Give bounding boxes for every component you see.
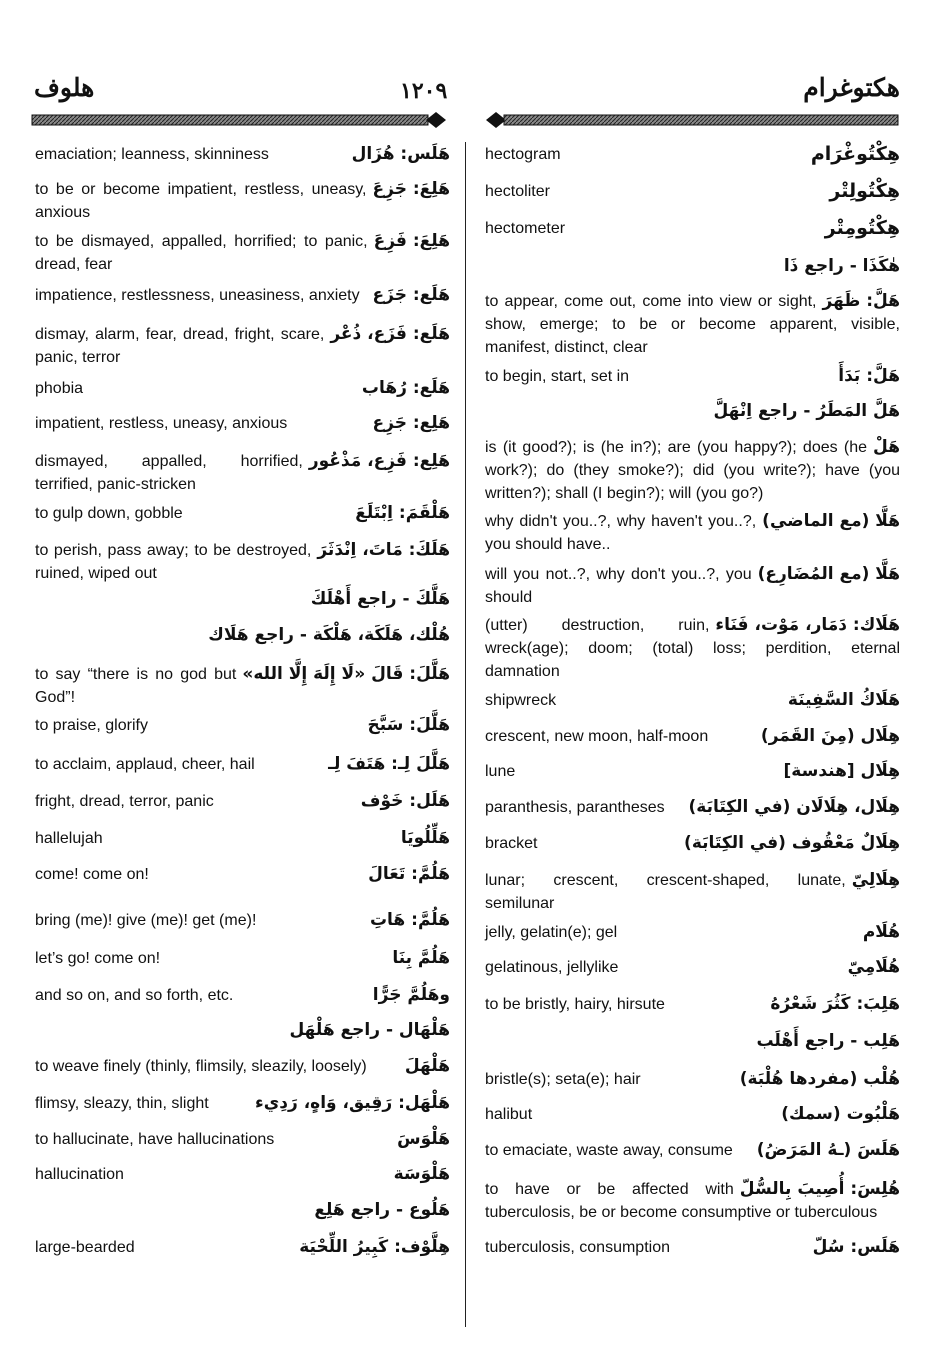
arabic-headword: هَلَل: خَوْف: [360, 791, 450, 811]
english-definition: let’s go! come on!: [35, 950, 161, 967]
dictionary-entry: [485, 1178, 900, 1224]
arabic-headword: هَلَسَ (ـهُ المَرَضُ): [756, 1140, 900, 1160]
english-definition: halibut: [485, 1106, 533, 1123]
arabic-headword: هِلَالٌ مَعْقُوف (في الكِتَابَة): [684, 833, 900, 853]
arabic-headword: هَلِعَ: فَزِعَ: [373, 231, 450, 251]
arabic-headword: هَلْهَلَ: [404, 1056, 450, 1076]
arabic-headword: هَلُمَّ بِنَا: [392, 948, 450, 968]
arabic-headword: هَلَّلَ لِـ: هَتَفَ لِـ: [328, 754, 450, 774]
dictionary-entry: [35, 863, 450, 886]
english-definition: crescent, new moon, half-moon: [485, 728, 709, 745]
english-definition: dismayed, appalled, horrified, terrified, panic-stricken: [35, 453, 303, 493]
arabic-headword: هُلَام: [862, 922, 900, 942]
arabic-headword: هَلِع: جَزِع: [372, 413, 450, 433]
english-definition: to say “there is no god but God”!: [35, 666, 237, 706]
dictionary-entry: [35, 663, 450, 709]
cross-reference: هَلُوع - راجع هَلِع: [314, 1200, 450, 1220]
english-definition: will you not..?, why don't you..?, you should: [485, 566, 752, 606]
english-definition: lunar; crescent, crescent-shaped, lunate, semilunar: [485, 872, 846, 912]
column-divider: [465, 142, 466, 1327]
dictionary-entry: [35, 230, 450, 276]
arabic-headword: هِلَال (مِنَ القَمَر): [760, 726, 900, 746]
dictionary-entry: [35, 1236, 450, 1259]
arabic-headword: هَلَّ: ظَهَرَ: [822, 291, 900, 311]
dictionary-entry: [35, 178, 450, 224]
arabic-headword: هَلْبُوت (سمك): [781, 1104, 900, 1124]
arabic-headword: هَلَس: هُزَال: [351, 144, 450, 164]
dictionary-entry: [485, 400, 900, 423]
english-definition: hectometer: [485, 220, 566, 237]
english-definition: to acclaim, applaud, cheer, hail: [35, 756, 255, 773]
arabic-headword: هِكْتُوغْرَام: [810, 143, 900, 165]
dictionary-entry: [485, 869, 900, 915]
english-definition: tuberculosis, consumption: [485, 1239, 670, 1256]
english-definition: to emaciate, waste away, consume: [485, 1142, 733, 1159]
arabic-headword: هَلَّلَ: سَبَّحَ: [367, 715, 450, 735]
dictionary-entry: [485, 993, 900, 1016]
english-definition: to weave finely (thinly, flimsily, sleazily, loosely): [35, 1058, 367, 1075]
dictionary-entry: [35, 1199, 450, 1222]
cross-reference: هٰكَذَا - راجع ذَا: [783, 256, 900, 276]
english-definition: hallucination: [35, 1166, 124, 1183]
dictionary-entry: [485, 956, 900, 979]
dictionary-entry: [485, 614, 900, 683]
arabic-headword: هَلْقَمَ: اِبْتَلَعَ: [355, 503, 450, 523]
dictionary-entry: [35, 1019, 450, 1042]
cross-reference: هَلْهَال - راجع هَلْهَل: [289, 1020, 450, 1040]
english-definition: come! come on!: [35, 866, 149, 883]
dictionary-entry: [485, 1236, 900, 1259]
dictionary-entry: [35, 143, 450, 166]
dictionary-entry: [485, 796, 900, 819]
dictionary-entry: [35, 1128, 450, 1151]
dictionary-entry: [485, 255, 900, 278]
dictionary-entry: [35, 984, 450, 1007]
english-definition: (utter) destruction, ruin, wreck(age); doom; (total) loss; perdition, eternal damnation: [485, 617, 900, 680]
dictionary-entry: [485, 180, 900, 203]
dictionary-entry: [35, 502, 450, 525]
arabic-headword: هِلَال، هِلَالَان (في الكِتَابَة): [688, 797, 900, 817]
arabic-headword: هِكْتُولِتْر: [829, 180, 900, 202]
english-definition: fright, dread, terror, panic: [35, 793, 214, 810]
english-definition: why didn't you..?, why haven't you..?, you should have..: [485, 513, 757, 553]
dictionary-entry: [35, 753, 450, 776]
english-definition: is (it good?); is (he in?); are (you happy?); does (he work?); do (they smoke?); did (you write?); have (you written?); shall (I begin?); will (you go?): [485, 439, 900, 502]
dictionary-entry: [35, 624, 450, 647]
dictionary-entry: [35, 790, 450, 813]
dictionary-entry: [35, 947, 450, 970]
english-definition: gelatinous, jellylike: [485, 959, 619, 976]
arabic-headword: هِلَّوْف: كَبِيرُ اللِّحْيَة: [299, 1237, 450, 1257]
dictionary-entry: [485, 921, 900, 944]
dictionary-entry: [485, 217, 900, 240]
cross-reference: هَلِب - راجع أَهْلَب: [756, 1031, 900, 1051]
english-definition: phobia: [35, 380, 84, 397]
english-definition: to have or be affected with tuberculosis, be or become consumptive or tuberculous: [485, 1181, 878, 1221]
arabic-headword: هَلَّلَ: قَالَ «لَا إِلَهَ إِلَّا الله»: [242, 664, 450, 684]
arabic-headword: هَلْوَسَ: [397, 1129, 450, 1149]
dictionary-entry: [485, 563, 900, 609]
dictionary-entry: [485, 832, 900, 855]
cross-reference: هَلَّ المَطَرُ - راجع اِنْهَلَّ: [713, 401, 900, 421]
dictionary-entry: [485, 1068, 900, 1091]
english-definition: to perish, pass away; to be destroyed, ruined, wiped out: [35, 542, 312, 582]
arabic-headword: هَلْوَسَة: [393, 1164, 450, 1184]
dictionary-entry: [35, 909, 450, 932]
arabic-headword: هَلِعَ: جَزِعَ: [372, 179, 450, 199]
arabic-headword: هُلَامِيّ: [847, 957, 900, 977]
arabic-headword: هِلَال [هندسة]: [783, 761, 900, 781]
arabic-headword: هَلَكَ: مَاتَ، اِنْدَثَرَ: [317, 540, 450, 560]
arabic-headword: هَلْهَل: رَقِيق، وَاهٍ، رَدِيء: [255, 1093, 450, 1113]
dictionary-entry: [485, 365, 900, 388]
header-ornament-rule-right: [484, 110, 900, 130]
arabic-headword: هِلَالِيّ: [851, 870, 900, 890]
header-guide-word-right: هكتوغرام: [803, 75, 900, 102]
arabic-headword: هُلْب (مفردها هُلْبَة): [739, 1069, 900, 1089]
cross-reference: هَلَّكَ - راجع أَهْلَكَ: [310, 589, 450, 609]
dictionary-entry: [35, 1055, 450, 1078]
dictionary-entry: [485, 725, 900, 748]
dictionary-entry: [485, 1103, 900, 1126]
dictionary-entry: [35, 450, 450, 496]
english-definition: hectoliter: [485, 183, 550, 200]
english-definition: impatience, restlessness, uneasiness, anxiety: [35, 287, 360, 304]
english-definition: to be or become impatient, restless, uneasy, anxious: [35, 181, 367, 221]
english-definition: bristle(s); seta(e); hair: [485, 1071, 641, 1088]
arabic-headword: هَلَاكُ السَّفِينَة: [787, 690, 900, 710]
english-definition: flimsy, sleazy, thin, slight: [35, 1095, 209, 1112]
arabic-headword: هَلُمَّ: تَعَالَ: [368, 864, 450, 884]
english-definition: to appear, come out, come into view or sight, show, emerge; to be or become apparent, visible, manifest, distinct, clear: [485, 293, 900, 356]
english-definition: lune: [485, 763, 516, 780]
english-definition: hallelujah: [35, 830, 103, 847]
arabic-headword: هَلِبَ: كَثُرَ شَعْرُهُ: [770, 994, 900, 1014]
arabic-headword: هَلَس: سُلّ: [812, 1237, 900, 1257]
english-definition: shipwreck: [485, 692, 557, 709]
arabic-headword: هَلَع: جَزَع: [372, 285, 450, 305]
dictionary-entry: [485, 436, 900, 505]
arabic-headword: هَلِّلُويَا: [400, 828, 450, 848]
english-definition: bring (me)! give (me)! get (me)!: [35, 912, 257, 929]
dictionary-entry: [35, 827, 450, 850]
english-definition: hectogram: [485, 146, 561, 163]
arabic-headword: هَلَّا (مع المُضَارِع): [757, 564, 900, 584]
english-definition: paranthesis, parantheses: [485, 799, 665, 816]
english-definition: bracket: [485, 835, 538, 852]
arabic-headword: هَلَّ: بَدَأَ: [838, 366, 900, 386]
dictionary-entry: [35, 588, 450, 611]
arabic-headword: هَلَع: فَزَع، ذُعْر: [330, 324, 450, 344]
dictionary-entry: [35, 323, 450, 369]
dictionary-entry: [485, 1030, 900, 1053]
dictionary-entry: [35, 284, 450, 307]
header-ornament-rule-left: [30, 110, 448, 130]
arabic-headword: هَلِع: فَزِع، مَذْعُور: [308, 451, 450, 471]
dictionary-entry: [35, 1092, 450, 1115]
english-definition: to gulp down, gobble: [35, 505, 183, 522]
dictionary-entry: [35, 539, 450, 585]
arabic-headword: وهَلُمَّ جَرًّا: [372, 985, 450, 1005]
dictionary-entry: [485, 689, 900, 712]
arabic-headword: هَلَّا (مع الماضي): [762, 511, 900, 531]
dictionary-entry: [485, 143, 900, 166]
cross-reference: هُلْك، هَلَكَة، هَلْكَة - راجع هَلَاك: [208, 625, 450, 645]
english-definition: to hallucinate, have hallucinations: [35, 1131, 275, 1148]
dictionary-entry: [35, 1163, 450, 1186]
dictionary-entry: [35, 412, 450, 435]
english-definition: to be dismayed, appalled, horrified; to panic, dread, fear: [35, 233, 368, 273]
english-definition: to begin, start, set in: [485, 368, 630, 385]
english-definition: impatient, restless, uneasy, anxious: [35, 415, 288, 432]
arabic-headword: هَلُمَّ: هَاتِ: [369, 910, 450, 930]
dictionary-entry: [485, 760, 900, 783]
english-definition: jelly, gelatin(e); gel: [485, 924, 618, 941]
english-definition: emaciation; leanness, skinniness: [35, 146, 269, 163]
english-definition: to praise, glorify: [35, 717, 148, 734]
english-definition: dismay, alarm, fear, dread, fright, scare, panic, terror: [35, 326, 325, 366]
dictionary-entry: [35, 377, 450, 400]
arabic-headword: هِكْتُومِتْر: [824, 217, 900, 239]
arabic-headword: هَلَع: رُهَاب: [361, 378, 450, 398]
english-definition: and so on, and so forth, etc.: [35, 987, 234, 1004]
english-definition: large-bearded: [35, 1239, 135, 1256]
header-guide-word-left: هلوف: [34, 75, 95, 102]
dictionary-entry: [485, 510, 900, 556]
arabic-headword: هَلَاك: دَمَار، مَوْت، فَنَاء: [715, 615, 900, 635]
dictionary-entry: [35, 714, 450, 737]
english-definition: to be bristly, hairy, hirsute: [485, 996, 665, 1013]
arabic-headword: هَلْ: [873, 437, 900, 457]
page-number: ١٢٠٩: [400, 78, 448, 103]
dictionary-entry: [485, 290, 900, 359]
dictionary-entry: [485, 1139, 900, 1162]
arabic-headword: هُلِسَ: أُصِيبَ بِالسُّلّ: [739, 1179, 900, 1199]
